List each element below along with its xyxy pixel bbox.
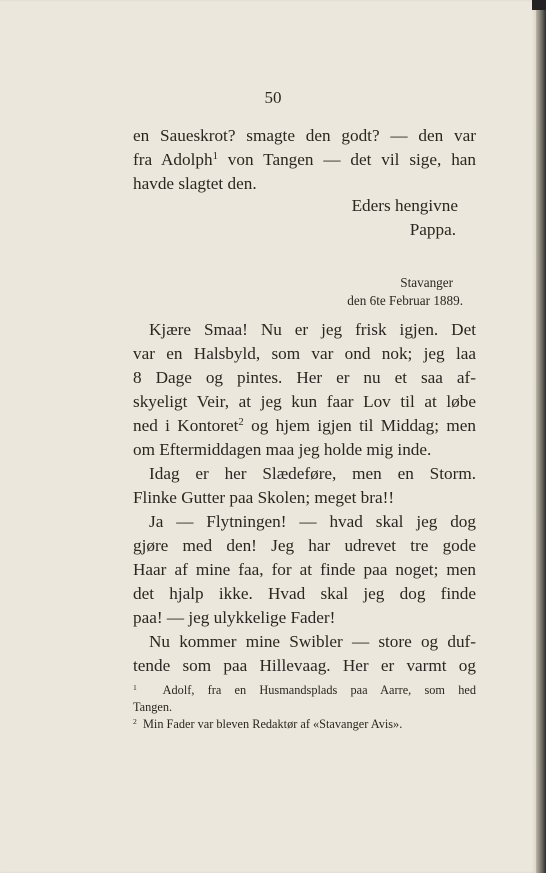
signature: Pappa.	[409, 220, 456, 239]
closing: Eders hengivne	[351, 196, 458, 215]
text-line: Flinke Gutter paa Skolen; meget bra!!	[133, 488, 395, 507]
text-line: 8 Dage og pintes. Her er nu et saa af-	[133, 368, 476, 387]
page-corner	[532, 0, 546, 10]
text-line: Idag er her Slædeføre, men en Storm.	[149, 464, 476, 483]
text-line: Haar af mine faa, for at finde paa noget; men	[133, 560, 476, 579]
footnote-1-cont: Tangen.	[133, 700, 173, 714]
dateline-date: den 6te Februar 1889.	[347, 293, 463, 308]
text-line: Ja — Flytningen! — hvad skal jeg dog	[149, 512, 476, 531]
text-line: gjøre med den! Jeg har udrevet tre gode	[133, 536, 476, 555]
text-line: om Eftermiddagen maa jeg holde mig inde.	[133, 440, 432, 459]
page-edge	[536, 0, 546, 873]
text-line: fra Adolph$^1$ von Tangen — det vil sige, han	[133, 150, 477, 169]
footnote-marker[interactable]: 1	[212, 151, 218, 163]
footnote-marker[interactable]: 2	[238, 417, 244, 429]
text-line: paa! — jeg ulykkelige Fader!	[133, 608, 336, 627]
text-line: en Saueskrot? smagte den godt? — den var	[133, 126, 476, 145]
text-line: ned i Kontoret$^2$ og hjem igjen til Middag; men	[133, 416, 476, 435]
footnote-1: $^1$ Adolf, fra en Husmandsplads paa Aarre, som hed	[133, 682, 476, 697]
page-number: 50	[264, 88, 282, 107]
text-line: skyeligt Veir, at jeg kun faar Lov til at løbe	[133, 392, 476, 411]
text-line: tende som paa Hillevaag. Her er varmt og	[133, 656, 476, 675]
text-line: Nu kommer mine Swibler — store og duf-	[149, 632, 476, 651]
text-line: det hjalp ikke. Hvad skal jeg dog finde	[133, 584, 476, 603]
text-line: var en Halsbyld, som var ond nok; jeg laa	[133, 344, 476, 363]
text-line: havde slagtet den.	[133, 174, 257, 193]
text-line: Kjære Smaa! Nu er jeg frisk igjen. Det	[149, 320, 476, 339]
dateline-place: Stavanger	[400, 275, 453, 290]
footnote-2: $^2$ Min Fader var bleven Redaktør af «Stavanger Avis».	[133, 716, 403, 731]
